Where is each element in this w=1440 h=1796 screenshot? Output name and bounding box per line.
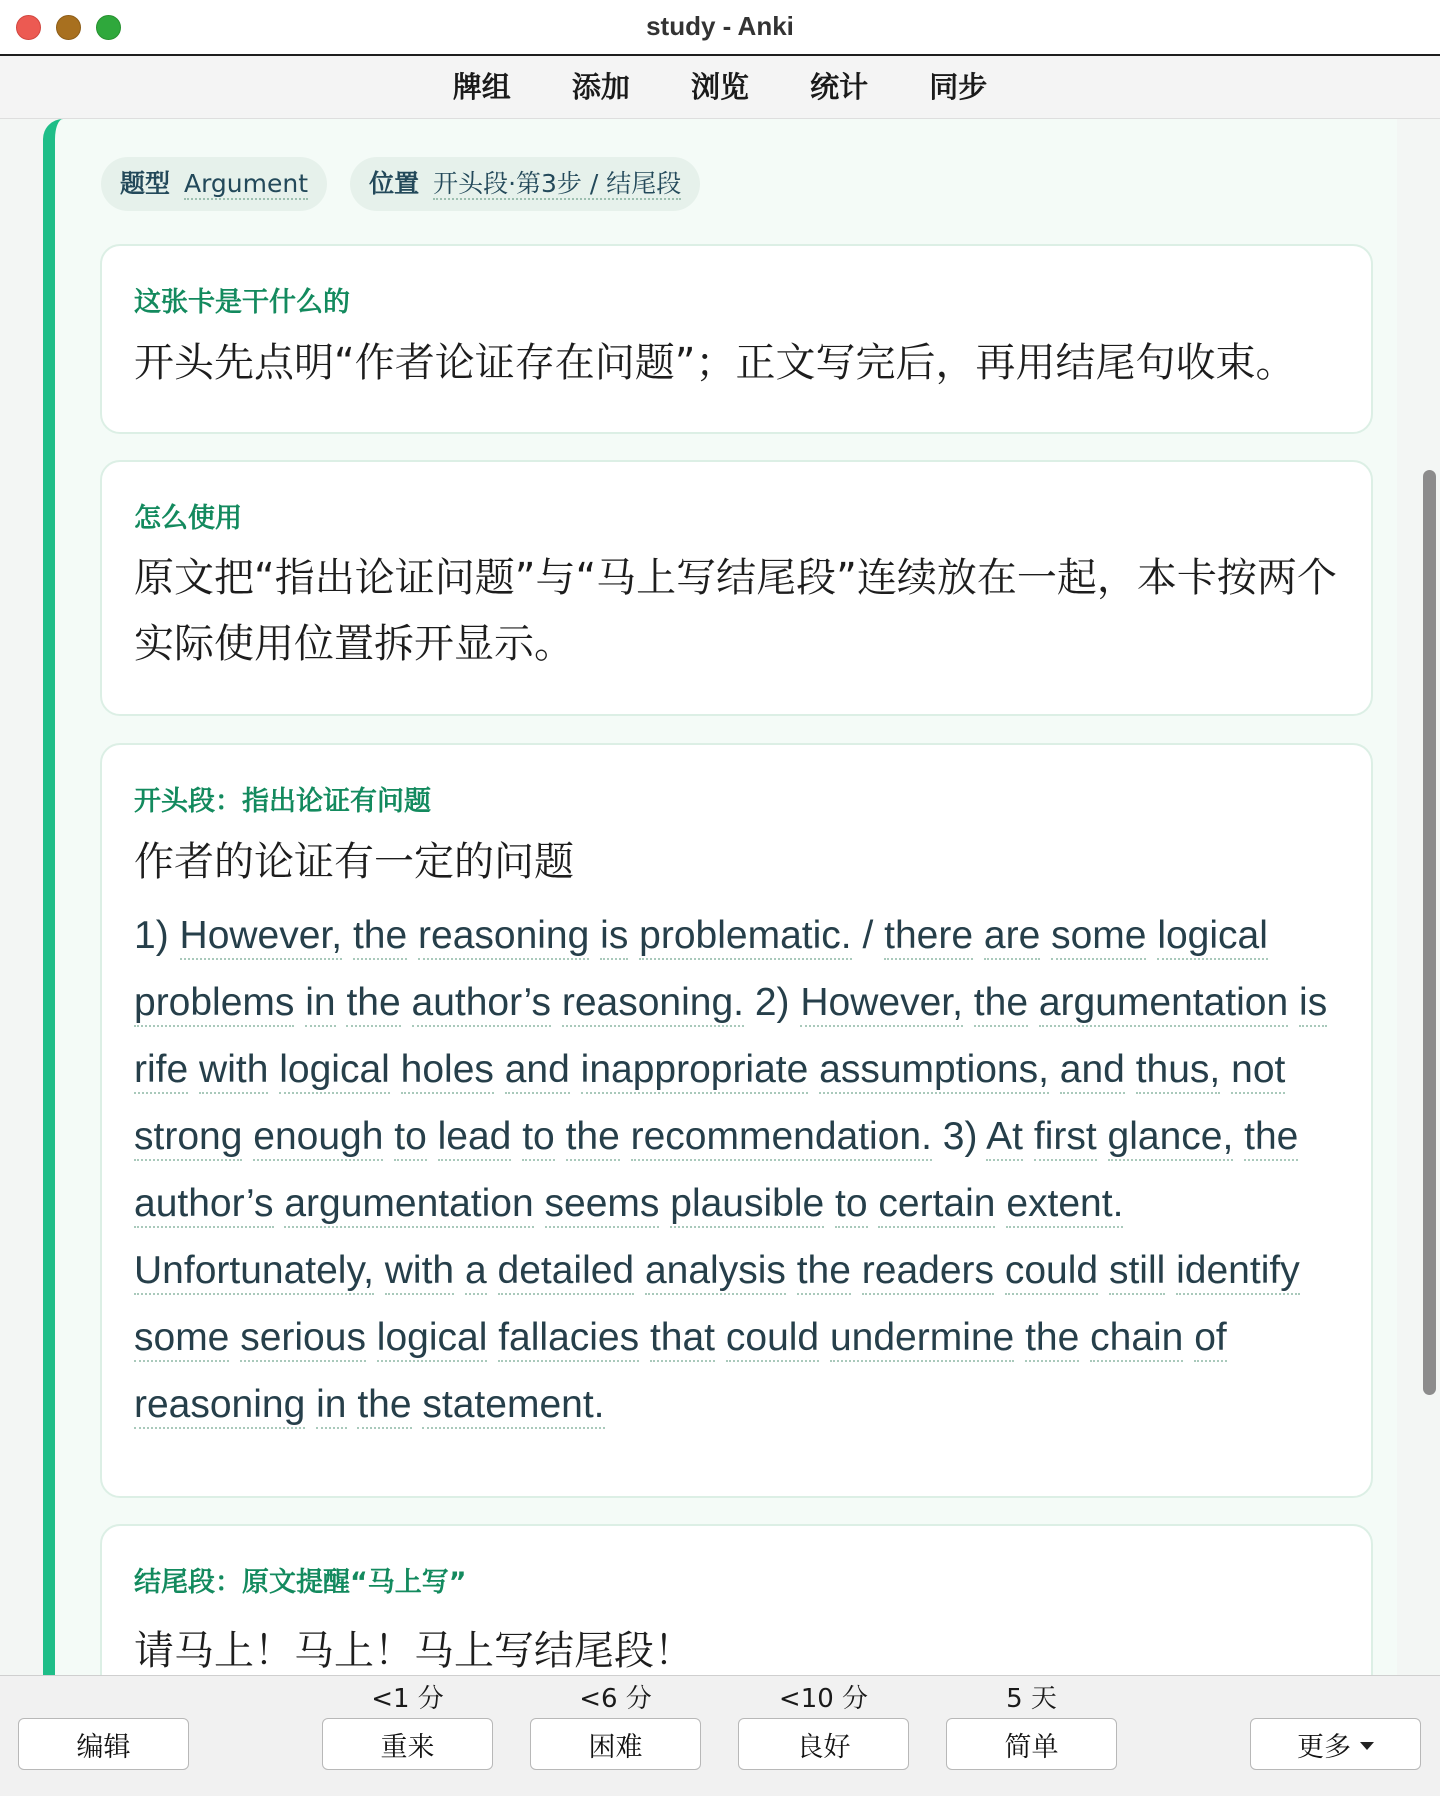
english-word: identify (1176, 1249, 1300, 1295)
nav-stats[interactable]: 统计 (810, 70, 869, 104)
vertical-scrollbar[interactable] (1423, 470, 1436, 1395)
position-chip (350, 157, 700, 211)
english-line (134, 1170, 1339, 1237)
english-word: enough (253, 1115, 383, 1161)
english-word: to (522, 1115, 555, 1161)
english-word: in (305, 981, 335, 1027)
section-label: 结尾段：原文提醒“马上写” (134, 1567, 467, 1598)
nav-add[interactable]: 添加 (571, 70, 630, 104)
english-word: and (505, 1048, 570, 1094)
english-word: not (1231, 1048, 1285, 1094)
english-word: author’s (134, 1182, 274, 1228)
english-word: with (199, 1048, 268, 1094)
english-word: problems (134, 981, 294, 1027)
good-interval: <10 分 (778, 1684, 869, 1714)
english-word: At (986, 1115, 1023, 1161)
section-closing (100, 1524, 1373, 1675)
card (43, 119, 1397, 1675)
review-area (0, 119, 1440, 1675)
english-word: to (835, 1182, 868, 1228)
english-word: with (385, 1249, 454, 1295)
english-word: first (1034, 1115, 1097, 1161)
english-word: However, (180, 914, 343, 960)
english-word: readers (862, 1249, 994, 1295)
answer-bar (0, 1675, 1440, 1796)
english-word: in (316, 1383, 346, 1429)
english-word: are (984, 914, 1040, 960)
english-word: is (1299, 981, 1327, 1027)
english-word: logical (377, 1316, 488, 1362)
english-word: extent. (1006, 1182, 1123, 1228)
english-word: inappropriate (581, 1048, 809, 1094)
section-heading: 作者的论证有一定的问题 (134, 839, 574, 885)
question-type-chip (101, 157, 327, 211)
again-interval: <1 分 (371, 1684, 444, 1714)
again-button[interactable]: 重来 (322, 1718, 493, 1770)
english-word: could (726, 1316, 819, 1362)
english-line (134, 1103, 1339, 1170)
english-word: logical (1157, 914, 1268, 960)
english-word: chain (1090, 1316, 1183, 1362)
english-word: the (566, 1115, 620, 1161)
section-body: 开头先点明“作者论证存在问题”；正文写完后，再用结尾句收束。 (134, 340, 1296, 386)
english-word: some (1051, 914, 1146, 960)
english-word: / (862, 914, 874, 957)
english-word: a (465, 1249, 487, 1295)
english-word: there (884, 914, 973, 960)
section-opening (100, 743, 1373, 1498)
section-purpose (100, 244, 1373, 434)
section-usage (100, 460, 1373, 716)
english-word: the (974, 981, 1028, 1027)
english-word: reasoning. (562, 981, 744, 1027)
section-body: 请马上！马上！马上写结尾段！ (134, 1628, 694, 1674)
english-word: reasoning (134, 1383, 305, 1429)
english-word: and (1060, 1048, 1125, 1094)
nav-sync[interactable]: 同步 (929, 70, 988, 104)
english-word: logical (279, 1048, 390, 1094)
english-word: analysis (645, 1249, 786, 1295)
english-word: lead (438, 1115, 512, 1161)
chip-key: 题型 (120, 169, 171, 198)
english-word: holes (401, 1048, 494, 1094)
english-word: reasoning (418, 914, 589, 960)
english-word: strong (134, 1115, 242, 1161)
english-word: some (134, 1316, 229, 1362)
english-word: that (650, 1316, 715, 1362)
english-word: the (797, 1249, 851, 1295)
window-title: study - Anki (646, 11, 794, 41)
english-word: the (1025, 1316, 1079, 1362)
chip-key: 位置 (369, 169, 420, 198)
title-bar (0, 0, 1440, 56)
english-word: undermine (830, 1316, 1014, 1362)
easy-button[interactable]: 简单 (946, 1718, 1117, 1770)
english-word: could (1005, 1249, 1098, 1295)
english-word: plausible (670, 1182, 824, 1228)
english-word: rife (134, 1048, 188, 1094)
english-line (134, 902, 1339, 969)
english-word: the (353, 914, 407, 960)
section-body: 原文把“指出论证问题”与“马上写结尾段”连续放在一起，本卡按两个实际使用位置拆开显示。 (134, 555, 1337, 667)
english-word: seems (545, 1182, 660, 1228)
more-button[interactable] (1250, 1718, 1421, 1770)
english-word: 1) (134, 914, 169, 957)
english-word: of (1194, 1316, 1227, 1362)
chip-value: Argument (183, 169, 309, 198)
english-word: the (346, 981, 400, 1027)
hard-interval: <6 分 (579, 1684, 652, 1714)
english-word: However, (800, 981, 963, 1027)
hard-button[interactable]: 困难 (530, 1718, 701, 1770)
english-word: thus, (1136, 1048, 1221, 1094)
english-word: recommendation. (631, 1115, 932, 1161)
nav-decks[interactable]: 牌组 (452, 70, 511, 104)
english-line (134, 1036, 1339, 1103)
easy-interval: 5 天 (1006, 1684, 1057, 1714)
english-word: the (1244, 1115, 1298, 1161)
chevron-down-icon (1360, 1742, 1374, 1750)
nav-browse[interactable]: 浏览 (690, 70, 749, 104)
more-label: 更多 (1297, 1731, 1351, 1763)
top-nav (0, 56, 1440, 119)
english-phrases (134, 902, 1339, 1438)
english-word: detailed (498, 1249, 635, 1295)
english-word: author’s (412, 981, 552, 1027)
section-label: 开头段：指出论证有问题 (134, 786, 431, 817)
good-button[interactable]: 良好 (738, 1718, 909, 1770)
section-label: 怎么使用 (134, 503, 242, 534)
english-word: fallacies (498, 1316, 639, 1362)
english-word: is (600, 914, 628, 960)
english-word: assumptions, (819, 1048, 1049, 1094)
english-word: glance, (1108, 1115, 1234, 1161)
english-word: to (394, 1115, 427, 1161)
english-line (134, 1237, 1339, 1304)
english-word: serious (240, 1316, 366, 1362)
english-line (134, 969, 1339, 1036)
english-word: certain (878, 1182, 995, 1228)
edit-button[interactable]: 编辑 (18, 1718, 189, 1770)
english-word: statement. (422, 1383, 604, 1429)
english-word: 2) (754, 981, 790, 1024)
english-word: argumentation (1039, 981, 1288, 1027)
english-word: 3) (942, 1115, 978, 1158)
chip-value: 开头段·第3步 / 结尾段 (433, 169, 682, 198)
english-word: Unfortunately, (134, 1249, 374, 1295)
english-line (134, 1371, 1339, 1438)
english-word: the (357, 1383, 411, 1429)
section-label: 这张卡是干什么的 (134, 287, 350, 318)
english-word: still (1109, 1249, 1165, 1295)
english-word: argumentation (284, 1182, 533, 1228)
card-meta-chips (101, 157, 718, 211)
english-word: problematic. (639, 914, 851, 960)
english-line (134, 1304, 1339, 1371)
